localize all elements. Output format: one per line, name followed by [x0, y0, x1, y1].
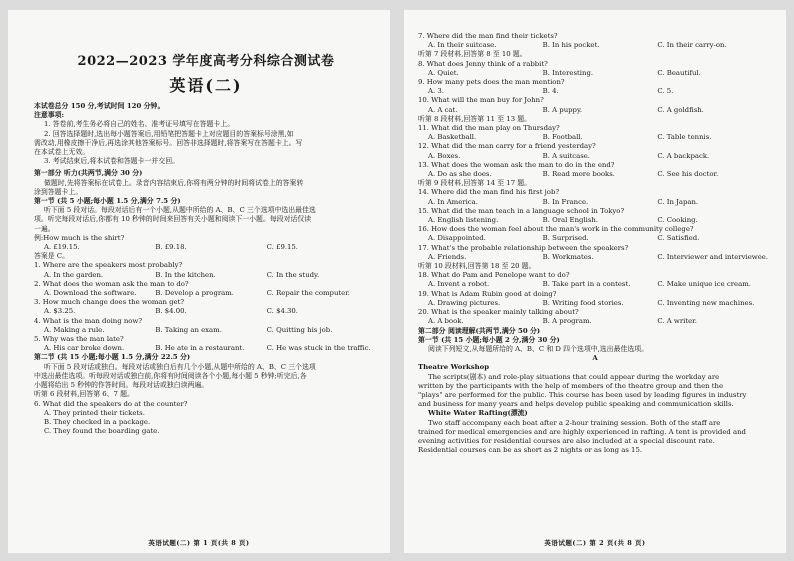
option: C. In the study. — [266, 270, 320, 279]
option: C. Quitting his job. — [266, 325, 333, 334]
question-text: 17. What's the probable relationship between the speakers? — [418, 243, 629, 252]
question-text: 18. What do Pam and Penelope want to do? — [418, 271, 570, 280]
question-options — [418, 133, 772, 142]
option: C. Repair the computer. — [266, 289, 350, 298]
option: B. He ate in a restaurant. — [155, 344, 245, 353]
question-options — [34, 344, 378, 353]
option: A. In the garden. — [44, 270, 104, 279]
passage-instruction: 听第 10 段材料,回答第 18 至 20 题。 — [418, 262, 536, 271]
option: C. $4.30. — [266, 307, 298, 316]
question-text: 12. What did the man carry for a friend yesterday? — [418, 142, 596, 151]
option: C. Table tennis. — [657, 133, 712, 142]
option: B. In France. — [542, 197, 589, 206]
option: A. In America. — [428, 197, 478, 206]
option: A. £19.15. — [44, 243, 80, 252]
question-block — [34, 335, 378, 353]
part2-section1-title: 第一节 (共 15 小题;每小题 2 分,满分 30 分) — [418, 335, 560, 344]
passage-heading: White Water Rafting(漂流) — [428, 409, 528, 418]
option: C. A goldfish. — [657, 105, 704, 114]
section2-desc-line: 听下面 5 段对话或独白。每段对话或独白后有几个小题,从题中所给的 A、B、C 三个选项 — [44, 362, 316, 371]
question-block — [34, 317, 378, 335]
option: C. See his doctor. — [657, 170, 719, 179]
option: A. His car broke down. — [44, 344, 125, 353]
intro-line: 在本试卷上无效。 — [34, 148, 90, 157]
question-block — [34, 261, 378, 279]
passage-line: trained for medical emergencies and are highly experienced in rafting. A tent is provided and — [418, 427, 746, 436]
option: B. Football. — [542, 133, 583, 142]
question-options — [418, 152, 772, 161]
option: B. A puppy. — [542, 105, 583, 114]
part1-title: 第一部分 听力(共两节,满分 30 分) — [34, 169, 143, 178]
intro-line: 需改动,用橡皮擦干净后,再选涂其他答案标号。回答非选择题时,将答案写在答题卡上。写 — [34, 138, 303, 147]
exam-page-2 — [404, 10, 786, 553]
question-text: 10. What will the man buy for John? — [418, 96, 544, 105]
option: C. Inventing new machines. — [657, 298, 755, 307]
exam-subtitle: 英语(二) — [169, 76, 243, 95]
option: A. Download the software. — [44, 289, 137, 298]
question-text: 13. What does the woman ask the man to do in the end? — [418, 160, 615, 169]
question-text: 20. What is the speaker mainly talking about? — [418, 308, 579, 317]
passage-line: Residential courses can be as short as 2 nights or as long as 15. — [418, 446, 643, 455]
passage-line: The scripts(剧本) and role-play situations that could appear during the workday are — [428, 372, 720, 381]
question-text: 5. Why was the man late? — [34, 335, 124, 344]
question-text: 11. What did the man play on Thursday? — [418, 124, 560, 133]
section1-desc-line: 一遍。 — [34, 224, 55, 233]
question-options — [418, 299, 772, 308]
part2-title: 第二部分 阅读理解(共两节,满分 50 分) — [418, 326, 541, 335]
question-options — [418, 198, 772, 207]
page-footer: 英语试题(二) 第 2 页(共 8 页) — [544, 539, 646, 547]
question-text: 19. What is Adam Rubin good at doing? — [418, 289, 557, 298]
option: C. £9.15. — [266, 243, 298, 252]
option: A. A book. — [428, 317, 464, 326]
option: C. A backpack. — [657, 151, 710, 160]
intro-line: 注意事项: — [34, 111, 65, 120]
option: B. A suitcase. — [542, 151, 591, 160]
question-options — [418, 280, 772, 289]
question-options — [34, 307, 378, 316]
question-options — [418, 69, 772, 78]
passage-line: "plays" are performed for the public. This course has been used by leading figures in industry — [418, 390, 747, 399]
question-text: 6. What did the speakers do at the counter? — [34, 399, 188, 408]
part2-desc: 阅读下列短文,从每题所给的 A、B、C 和 D 四个选项中,选出最佳选项。 — [428, 344, 649, 353]
intro-line: 1. 答卷前,考生务必将自己的姓名、准考证号填写在答题卡上。 — [44, 120, 235, 129]
option: B. Interesting. — [542, 68, 594, 77]
option: A. Drawing pictures. — [428, 298, 501, 307]
option: A. They printed their tickets. — [44, 408, 145, 417]
question-text: 9. How many pets does the man mention? — [418, 78, 565, 87]
passage-instruction: 听第 8 段材料,回答第 11 至 13 题。 — [418, 114, 532, 123]
option: B. Read more books. — [542, 170, 615, 179]
question-text: 15. What did the man teach in a language school in Tokyo? — [418, 206, 625, 215]
option: A. Invent a robot. — [428, 280, 490, 289]
option: A. $3.25. — [44, 307, 76, 316]
option: B. Workmates. — [542, 252, 594, 261]
intro-line: 2. 回答选择题时,选出每小题答案后,用铅笔把答题卡上对应题目的答案标号涂黑,如 — [44, 129, 294, 138]
question-text: 7. Where did the man find their tickets? — [418, 32, 558, 40]
section2-desc-line: 中选出最佳选项。听每段对话或独白前,你将有时间阅读各个小题,每小题 5 秒钟;听完后,各 — [34, 371, 307, 380]
option: B. £9.18. — [155, 243, 187, 252]
option: A. Making a rule. — [44, 325, 105, 334]
option: A. English listening. — [428, 216, 499, 225]
option: C. Beautiful. — [657, 68, 701, 77]
question-text: 2. What does the woman ask the man to do? — [34, 279, 189, 288]
option: B. They checked in a package. — [44, 417, 151, 426]
passage-line: and business for many years and helps develop public speaking and communication skills. — [418, 400, 734, 409]
option: B. A program. — [542, 317, 592, 326]
question-text: 14. Where did the man find his first job? — [418, 188, 560, 197]
option: A. In their suitcase. — [428, 41, 497, 50]
option: A. Do as she does. — [428, 170, 492, 179]
option: B. Take part in a contest. — [542, 280, 631, 289]
section1-title: 第一节 (共 5 小题;每小题 1.5 分,满分 7.5 分) — [34, 197, 181, 206]
passage-letter: A — [592, 354, 598, 363]
example-question: 例:How much is the shirt? — [34, 233, 125, 242]
option: C. Cooking. — [657, 216, 698, 225]
question-options — [418, 216, 772, 225]
passage-instruction: 听第 7 段材料,回答第 8 至 10 题。 — [418, 50, 527, 59]
option: B. In his pocket. — [542, 41, 600, 50]
example-options — [34, 243, 378, 252]
option: C. In Japan. — [657, 197, 699, 206]
question-options — [34, 271, 378, 280]
option: B. Taking an exam. — [155, 325, 222, 334]
option: C. They found the boarding gate. — [44, 427, 160, 436]
part1-desc-line: 涂到答题卡上。 — [34, 187, 83, 196]
section2-desc-line: 小题将给出 5 秒钟的作答时间。每段对话或独白读两遍。 — [34, 381, 209, 390]
question-text: 1. Where are the speakers most probably? — [34, 261, 183, 270]
question-options — [418, 87, 772, 96]
question-block — [34, 280, 378, 298]
question-text: 16. How does the woman feel about the man's work in the community college? — [418, 225, 694, 234]
question-text: 8. What does Jenny think of a rabbit? — [418, 59, 548, 68]
option: A. Disappointed. — [428, 234, 486, 243]
question-options — [34, 326, 378, 335]
option: B. In the kitchen. — [155, 270, 216, 279]
part1-desc-line: 做题时,先将答案标在试卷上。录音内容结束后,你将有两分钟的时间将试卷上的答案转 — [44, 178, 304, 187]
example-answer: 答案是 C。 — [34, 252, 70, 261]
option: A. A cat. — [428, 105, 458, 114]
passage-line: evening activities for residential courses are also included at a special discount rate. — [418, 436, 715, 445]
question-options — [418, 253, 772, 262]
section2-title: 第二节 (共 15 小题;每小题 1.5 分,满分 22.5 分) — [34, 353, 191, 362]
option: A. Basketball. — [428, 133, 477, 142]
section1-desc-line: 项。听完每段对话后,你都有 10 秒钟的时间来回答有关小题和阅读下一小题。每段对话仅读 — [34, 215, 312, 224]
section1-desc-line: 听下面 5 段对话。每段对话后有一个小题,从题中所给的 A、B、C 三个选项中选出最佳选 — [44, 206, 316, 215]
question-options — [418, 41, 772, 50]
question-options — [418, 170, 772, 179]
passage-instruction: 听第 9 段材料,回答第 14 至 17 题。 — [418, 179, 532, 188]
intro-line: 本试卷总分 150 分,考试时间 120 分钟。 — [34, 102, 165, 110]
option: C. Satisfied. — [657, 234, 700, 243]
option: A. Boxes. — [428, 151, 461, 160]
option: B. Writing food stories. — [542, 298, 624, 307]
exam-title: 2022—2023 学年度高考分科综合测试卷 — [77, 54, 335, 69]
option: B. $4.00. — [155, 307, 187, 316]
exam-page-1 — [8, 10, 390, 553]
question-block — [34, 298, 378, 316]
option: C. He was stuck in the traffic. — [266, 344, 371, 353]
question-options — [418, 234, 772, 243]
option: B. Develop a program. — [155, 289, 234, 298]
option: C. In their carry-on. — [657, 41, 727, 50]
question-options — [418, 106, 772, 115]
option: C. 5. — [657, 87, 674, 96]
option: C. A writer. — [657, 317, 697, 326]
listening-questions — [418, 32, 772, 327]
passage-instruction: 听第 6 段材料,回答第 6、7 题。 — [34, 390, 134, 399]
page-footer: 英语试题(二) 第 1 页(共 8 页) — [148, 539, 250, 547]
passage-heading: Theatre Workshop — [418, 363, 490, 372]
option: C. Interviewer and interviewee. — [657, 252, 769, 261]
option: C. Make unique ice cream. — [657, 280, 751, 289]
option: B. Oral English. — [542, 216, 599, 225]
question-text: 3. How much change does the woman get? — [34, 298, 185, 307]
passage-line: written by the participants with the help of members of the theatre group and then the — [418, 381, 724, 390]
question-options — [418, 317, 772, 326]
option: A. Quiet. — [428, 68, 459, 77]
option: B. 4. — [542, 87, 559, 96]
option: A. Friends. — [428, 252, 467, 261]
intro-line: 3. 考试结束后,将本试卷和答题卡一并交回。 — [44, 157, 179, 166]
question-options — [34, 289, 378, 298]
passage-line: Two staff accompany each boat after a 2-hour training session. Both of the staff are — [428, 418, 721, 427]
option: A. 3. — [428, 87, 444, 96]
question-text: 4. What is the man doing now? — [34, 316, 143, 325]
option: B. Surprised. — [542, 234, 589, 243]
